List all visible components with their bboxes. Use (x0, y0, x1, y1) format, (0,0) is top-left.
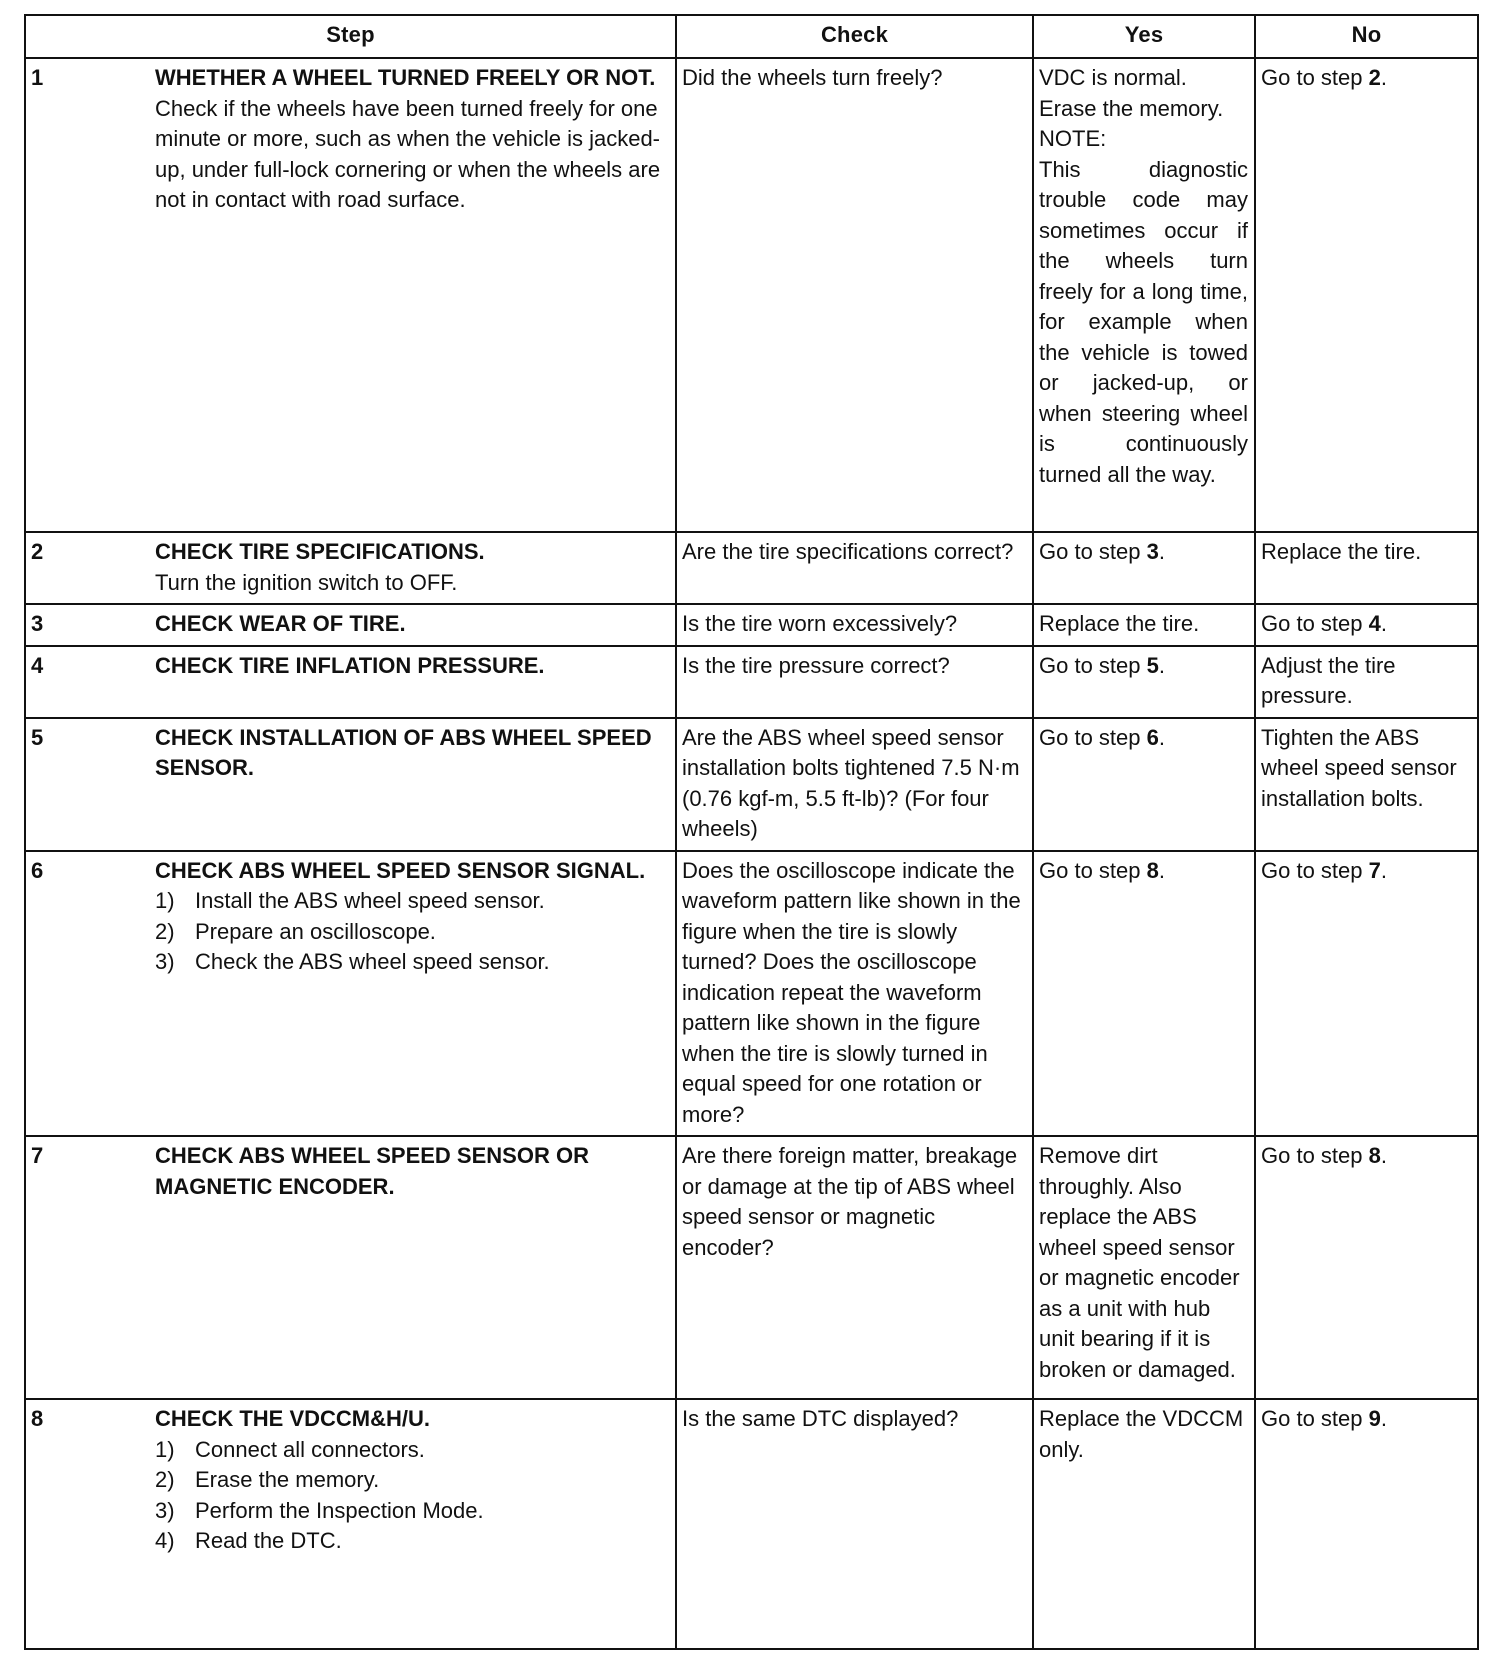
substep-text: Erase the memory. (195, 1467, 380, 1492)
list-item (155, 1465, 665, 1496)
check-cell: Is the tire pressure correct? (676, 646, 1033, 718)
table-row (25, 1399, 1478, 1649)
yes-step-ref: 6 (1146, 724, 1159, 750)
yes-suffix: . (1158, 539, 1165, 564)
table-row (25, 604, 1478, 646)
list-item (155, 1435, 665, 1466)
list-item (155, 947, 665, 978)
substep-text: Prepare an oscilloscope. (195, 918, 436, 944)
yes-suffix: . (1158, 724, 1165, 750)
substep-index: 3) (155, 949, 175, 974)
list-item (155, 1496, 665, 1527)
no-cell: Adjust the tire pressure. (1255, 646, 1478, 718)
step-cell (25, 1399, 676, 1649)
substep-text: Install the ABS wheel speed sensor. (195, 888, 545, 913)
step-title: WHETHER A WHEEL TURNED FREELY OR NOT. (155, 65, 656, 90)
step-cell (25, 1136, 676, 1399)
header-check: Check (676, 15, 1033, 58)
yes-line: VDC is normal. (1039, 65, 1187, 90)
yes-cell: Replace the VDCCM only. (1033, 1399, 1255, 1649)
yes-prefix: Go to step (1039, 724, 1147, 750)
substep-list (155, 886, 665, 978)
list-item (155, 886, 665, 917)
step-number: 7 (31, 1143, 44, 1168)
step-number: 5 (31, 724, 44, 750)
check-cell: Did the wheels turn freely? (676, 58, 1033, 532)
yes-prefix: Go to step (1039, 652, 1147, 678)
yes-step-ref: 8 (1146, 857, 1159, 883)
step-number: 2 (31, 539, 44, 564)
no-step-ref: 7 (1368, 857, 1381, 883)
step-number: 3 (31, 611, 44, 636)
no-prefix: Go to step (1261, 65, 1369, 90)
no-prefix: Go to step (1261, 1143, 1369, 1168)
note-text: This diagnostic trouble code may sometimes occur if the wheels turn freely for a long time, for example when the vehicle is towed or jacked-up, or when steering wheel is continuously turned all the way. (1039, 156, 1248, 487)
header-step: Step (25, 15, 676, 58)
diagnostic-procedure-sheet (24, 14, 1477, 1644)
substep-index: 2) (155, 1467, 175, 1492)
yes-line: Erase the memory. (1039, 95, 1224, 121)
substep-text: Check the ABS wheel speed sensor. (195, 949, 550, 974)
yes-suffix: . (1158, 652, 1165, 678)
header-no: No (1255, 15, 1478, 58)
yes-cell: Replace the tire. (1033, 604, 1255, 646)
table-row (25, 58, 1478, 532)
check-cell: Are there foreign matter, breakage or damage at the tip of ABS wheel speed sensor or magnetic encoder? (676, 1136, 1033, 1399)
check-cell: Are the tire specifications correct? (676, 532, 1033, 604)
step-number: 6 (31, 857, 44, 883)
note-label: NOTE: (1039, 126, 1107, 151)
no-step-ref: 4 (1368, 611, 1381, 636)
no-cell: Replace the tire. (1255, 532, 1478, 604)
no-cell (1255, 1399, 1478, 1649)
diagnostic-table (24, 14, 1479, 1650)
step-title: CHECK THE VDCCM&H/U. (155, 1406, 430, 1431)
yes-cell (1033, 851, 1255, 1137)
no-step-ref: 2 (1368, 65, 1381, 90)
no-suffix: . (1380, 1143, 1387, 1168)
step-description: Check if the wheels have been turned freely for one minute or more, such as when the vehicle is jacked-up, under full-lock cornering or when the wheels are not in contact with road surface. (155, 95, 661, 212)
step-title: CHECK TIRE SPECIFICATIONS. (155, 539, 485, 564)
no-step-ref: 8 (1368, 1143, 1381, 1168)
no-suffix: . (1380, 65, 1387, 90)
substep-index: 1) (155, 888, 175, 913)
yes-cell (1033, 646, 1255, 718)
yes-prefix: Go to step (1039, 539, 1147, 564)
table-row (25, 1136, 1478, 1399)
step-number: 1 (31, 65, 44, 90)
substep-index: 4) (155, 1528, 175, 1553)
no-suffix: . (1380, 857, 1387, 883)
yes-cell (1033, 532, 1255, 604)
yes-cell (1033, 58, 1255, 532)
header-yes: Yes (1033, 15, 1255, 58)
step-title: CHECK INSTALLATION OF ABS WHEEL SPEED SENSOR. (155, 724, 652, 780)
step-number: 4 (31, 652, 44, 678)
yes-step-ref: 3 (1146, 539, 1159, 564)
substep-index: 3) (155, 1497, 175, 1523)
no-cell (1255, 58, 1478, 532)
table-row (25, 532, 1478, 604)
no-cell: Tighten the ABS wheel speed sensor installation bolts. (1255, 718, 1478, 851)
no-prefix: Go to step (1261, 1406, 1369, 1431)
step-title: CHECK ABS WHEEL SPEED SENSOR OR MAGNETIC ENCODER. (155, 1143, 589, 1199)
list-item (155, 917, 665, 948)
step-cell (25, 58, 676, 532)
substep-index: 1) (155, 1436, 175, 1462)
step-cell (25, 532, 676, 604)
step-description: Turn the ignition switch to OFF. (155, 569, 458, 595)
step-title: CHECK TIRE INFLATION PRESSURE. (155, 652, 545, 678)
list-item (155, 1526, 665, 1557)
yes-step-ref: 5 (1146, 652, 1159, 678)
check-cell: Are the ABS wheel speed sensor installation bolts tightened 7.5 N·m (0.76 kgf-m, 5.5 ft-lb)? (For four wheels) (676, 718, 1033, 851)
step-cell (25, 646, 676, 718)
no-cell (1255, 1136, 1478, 1399)
step-title: CHECK WEAR OF TIRE. (155, 611, 406, 636)
yes-prefix: Go to step (1039, 857, 1147, 883)
no-prefix: Go to step (1261, 857, 1369, 883)
no-suffix: . (1380, 1406, 1387, 1431)
yes-cell (1033, 718, 1255, 851)
check-cell: Does the oscilloscope indicate the waveform pattern like shown in the figure when the tire is slowly turned? Does the oscilloscope indication repeat the waveform pattern like shown in the figure when the tire is slowly turned in equal speed for one rotation or more? (676, 851, 1033, 1137)
substep-text: Read the DTC. (195, 1528, 342, 1553)
step-cell (25, 718, 676, 851)
yes-suffix: . (1158, 857, 1165, 883)
step-number: 8 (31, 1406, 44, 1431)
table-row (25, 646, 1478, 718)
yes-cell: Remove dirt throughly. Also replace the ABS wheel speed sensor or magnetic encoder as a unit with hub unit bearing if it is broken or damaged. (1033, 1136, 1255, 1399)
no-prefix: Go to step (1261, 611, 1369, 636)
check-cell: Is the tire worn excessively? (676, 604, 1033, 646)
substep-text: Connect all connectors. (195, 1436, 425, 1462)
table-row (25, 851, 1478, 1137)
step-title: CHECK ABS WHEEL SPEED SENSOR SIGNAL. (155, 857, 646, 883)
header-row (25, 15, 1478, 58)
no-step-ref: 9 (1368, 1406, 1381, 1431)
check-cell: Is the same DTC displayed? (676, 1399, 1033, 1649)
substep-index: 2) (155, 918, 175, 944)
substep-list (155, 1435, 665, 1557)
substep-text: Perform the Inspection Mode. (195, 1497, 484, 1523)
step-cell (25, 604, 676, 646)
table-row (25, 718, 1478, 851)
no-cell (1255, 851, 1478, 1137)
no-cell (1255, 604, 1478, 646)
step-cell (25, 851, 676, 1137)
no-suffix: . (1380, 611, 1387, 636)
